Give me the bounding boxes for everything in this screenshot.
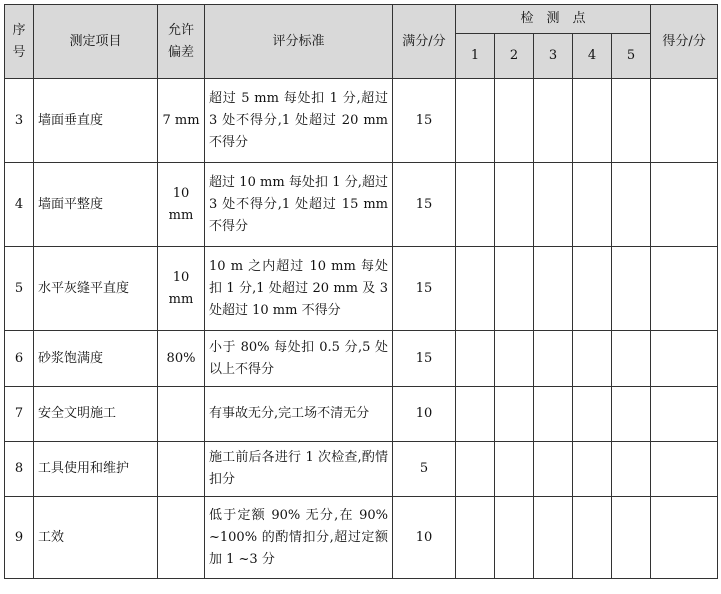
- cell-point: [495, 442, 534, 497]
- cell-point: [534, 247, 573, 331]
- cell-point: [612, 79, 651, 163]
- cell-item: 墙面垂直度: [34, 79, 158, 163]
- header-tolerance: 允许偏差: [158, 5, 205, 79]
- cell-item: 安全文明施工: [34, 387, 158, 442]
- header-point-2: 2: [495, 34, 534, 79]
- table-row: [5, 387, 718, 442]
- cell-point: [456, 79, 495, 163]
- cell-point: [573, 442, 612, 497]
- cell-full-score: 15: [393, 247, 456, 331]
- cell-item: 水平灰缝平直度: [34, 247, 158, 331]
- cell-point: [573, 497, 612, 579]
- cell-point: [612, 163, 651, 247]
- cell-score: [651, 387, 718, 442]
- cell-seq: 7: [5, 387, 34, 442]
- header-point-1: 1: [456, 34, 495, 79]
- cell-point: [495, 497, 534, 579]
- cell-full-score: 10: [393, 497, 456, 579]
- cell-full-score: 15: [393, 331, 456, 387]
- header-check-points: 检 测 点: [456, 5, 651, 34]
- cell-point: [495, 163, 534, 247]
- header-point-3: 3: [534, 34, 573, 79]
- table-row: [5, 79, 718, 163]
- cell-point: [456, 331, 495, 387]
- cell-full-score: 5: [393, 442, 456, 497]
- cell-score: [651, 79, 718, 163]
- cell-point: [495, 79, 534, 163]
- cell-item: 工具使用和维护: [34, 442, 158, 497]
- cell-point: [534, 163, 573, 247]
- cell-point: [534, 79, 573, 163]
- cell-point: [534, 387, 573, 442]
- cell-point: [534, 442, 573, 497]
- cell-seq: 8: [5, 442, 34, 497]
- cell-seq: 3: [5, 79, 34, 163]
- cell-full-score: 15: [393, 163, 456, 247]
- header-item: 测定项目: [34, 5, 158, 79]
- cell-point: [573, 331, 612, 387]
- cell-full-score: 15: [393, 79, 456, 163]
- table-row: [5, 497, 718, 579]
- cell-tolerance: [158, 497, 205, 579]
- cell-item: 工效: [34, 497, 158, 579]
- header-point-5: 5: [612, 34, 651, 79]
- cell-criteria: 10 m 之内超过 10 mm 每处扣 1 分,1 处超过 20 mm 及 3 处超过 10 mm 不得分: [205, 247, 393, 331]
- cell-point: [456, 387, 495, 442]
- table-row: [5, 331, 718, 387]
- cell-point: [534, 331, 573, 387]
- cell-point: [495, 387, 534, 442]
- cell-point: [456, 442, 495, 497]
- header-point-4: 4: [573, 34, 612, 79]
- cell-point: [612, 387, 651, 442]
- table-row: [5, 163, 718, 247]
- cell-point: [612, 331, 651, 387]
- cell-point: [534, 497, 573, 579]
- header-full-score: 满分/分: [393, 5, 456, 79]
- cell-score: [651, 497, 718, 579]
- cell-point: [456, 247, 495, 331]
- cell-point: [456, 497, 495, 579]
- cell-seq: 5: [5, 247, 34, 331]
- cell-score: [651, 442, 718, 497]
- cell-seq: 9: [5, 497, 34, 579]
- cell-seq: 4: [5, 163, 34, 247]
- cell-criteria: 超过 10 mm 每处扣 1 分,超过 3 处不得分,1 处超过 15 mm 不得分: [205, 163, 393, 247]
- header-seq: 序号: [5, 5, 34, 79]
- cell-full-score: 10: [393, 387, 456, 442]
- cell-seq: 6: [5, 331, 34, 387]
- cell-tolerance: 7 mm: [158, 79, 205, 163]
- cell-criteria: 超过 5 mm 每处扣 1 分,超过 3 处不得分,1 处超过 20 mm 不得分: [205, 79, 393, 163]
- cell-point: [573, 387, 612, 442]
- header-score: 得分/分: [651, 5, 718, 79]
- cell-item: 墙面平整度: [34, 163, 158, 247]
- cell-criteria: 施工前后各进行 1 次检查,酌情扣分: [205, 442, 393, 497]
- cell-criteria: 小于 80% 每处扣 0.5 分,5 处以上不得分: [205, 331, 393, 387]
- cell-score: [651, 331, 718, 387]
- cell-score: [651, 163, 718, 247]
- table-row: [5, 442, 718, 497]
- scoring-table: [4, 4, 718, 579]
- cell-point: [573, 163, 612, 247]
- cell-point: [456, 163, 495, 247]
- cell-tolerance: [158, 387, 205, 442]
- header-criteria: 评分标准: [205, 5, 393, 79]
- cell-criteria: 低于定额 90% 无分,在 90% ~100% 的酌情扣分,超过定额加 1 ~3 分: [205, 497, 393, 579]
- cell-point: [612, 497, 651, 579]
- cell-tolerance: 10 mm: [158, 163, 205, 247]
- cell-point: [495, 331, 534, 387]
- cell-point: [612, 442, 651, 497]
- cell-score: [651, 247, 718, 331]
- cell-item: 砂浆饱满度: [34, 331, 158, 387]
- table-row: [5, 247, 718, 331]
- cell-point: [612, 247, 651, 331]
- cell-tolerance: 80%: [158, 331, 205, 387]
- cell-point: [573, 79, 612, 163]
- cell-tolerance: [158, 442, 205, 497]
- cell-tolerance: 10 mm: [158, 247, 205, 331]
- cell-point: [495, 247, 534, 331]
- cell-criteria: 有事故无分,完工场不清无分: [205, 387, 393, 442]
- cell-point: [573, 247, 612, 331]
